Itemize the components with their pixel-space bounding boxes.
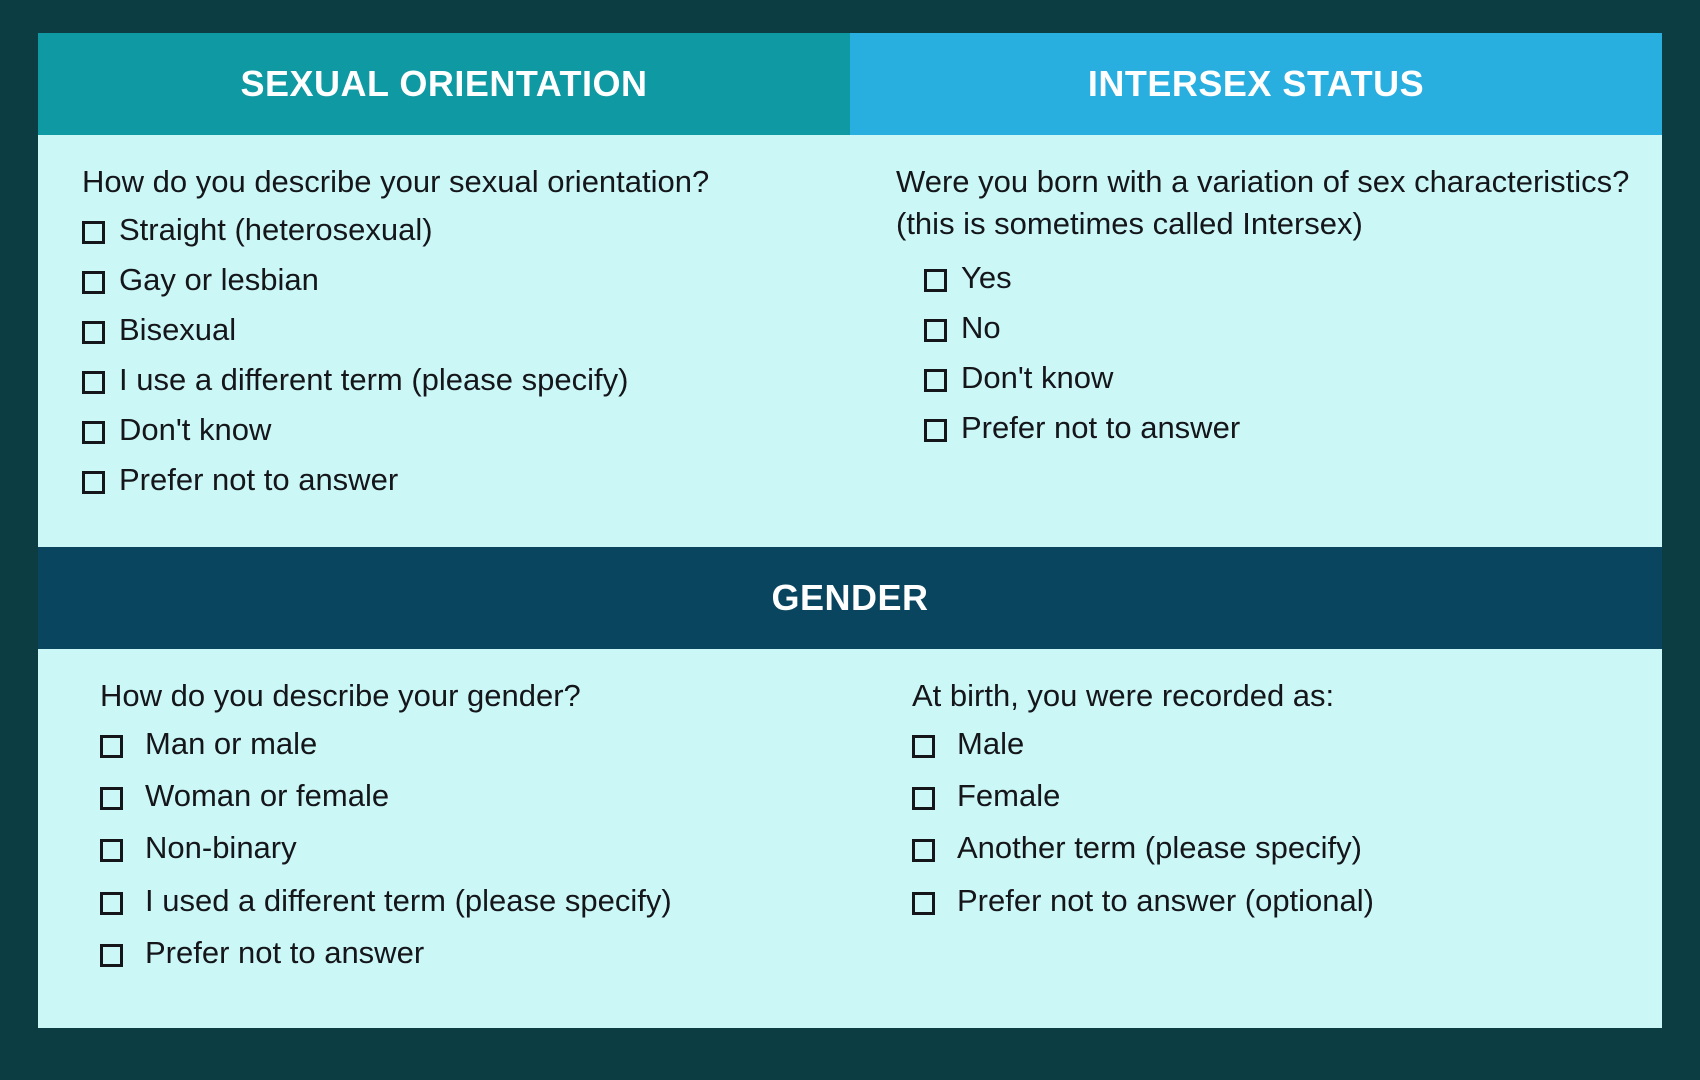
checkbox-icon[interactable] [100,944,123,967]
option-label: Female [957,778,1061,814]
option-label: Man or male [145,726,318,762]
list-item[interactable] [896,361,1632,395]
option-label: Male [957,726,1025,762]
birth-record-options [912,727,1642,917]
checkbox-icon[interactable] [924,369,947,392]
option-label: Non-binary [145,830,297,866]
intersex-status-header: INTERSEX STATUS [850,33,1662,135]
gender-panel [38,649,1662,1027]
intersex-status-panel [850,135,1662,547]
sexual-orientation-header: SEXUAL ORIENTATION [38,33,850,135]
list-item[interactable] [82,313,820,347]
option-label: Another term (please specify) [957,830,1362,866]
option-label: Gay or lesbian [119,261,319,297]
checkbox-icon[interactable] [100,839,123,862]
list-item[interactable] [82,413,820,447]
checkbox-icon[interactable] [82,221,105,244]
list-item[interactable] [100,831,830,865]
list-item[interactable] [896,261,1632,295]
checkbox-icon[interactable] [82,471,105,494]
intersex-status-section [850,33,1662,547]
sexual-orientation-options [82,213,820,498]
checkbox-icon[interactable] [924,269,947,292]
checkbox-icon[interactable] [82,321,105,344]
sex-recorded-at-birth-column [850,649,1662,1027]
gender-header: GENDER [38,547,1662,649]
option-label: Woman or female [145,778,390,814]
option-label: Prefer not to answer [119,462,399,498]
list-item[interactable] [82,463,820,497]
option-label: Prefer not to answer (optional) [957,882,1374,918]
checkbox-icon[interactable] [912,839,935,862]
list-item[interactable] [912,727,1642,761]
option-label: Don't know [961,359,1114,395]
checkbox-icon[interactable] [912,892,935,915]
list-item[interactable] [100,779,830,813]
gender-section [38,547,1662,1027]
list-item[interactable] [82,213,820,247]
option-label: Don't know [119,412,272,448]
list-item[interactable] [912,831,1642,865]
checkbox-icon[interactable] [912,735,935,758]
gender-identity-column [38,649,850,1027]
sexual-orientation-question: How do you describe your sexual orientation? [82,164,710,199]
list-item[interactable] [912,884,1642,918]
list-item[interactable] [82,263,820,297]
option-label: I use a different term (please specify) [119,362,629,398]
list-item[interactable] [896,311,1632,345]
list-item[interactable] [100,884,830,918]
list-item[interactable] [100,936,830,970]
option-label: Prefer not to answer [961,409,1241,445]
list-item[interactable] [896,411,1632,445]
checkbox-icon[interactable] [82,421,105,444]
option-label: Yes [961,259,1012,295]
intersex-status-question: Were you born with a variation of sex characteristics? (this is sometimes called Intersex) [896,164,1630,241]
option-label: No [961,309,1001,345]
gender-question: How do you describe your gender? [100,678,581,714]
checkbox-icon[interactable] [924,419,947,442]
option-label: Prefer not to answer [145,934,425,970]
checkbox-icon[interactable] [100,892,123,915]
list-item[interactable] [912,779,1642,813]
top-sections [38,33,1662,547]
checkbox-icon[interactable] [82,371,105,394]
intersex-status-options [896,261,1632,445]
option-label: Bisexual [119,312,237,348]
checkbox-icon[interactable] [82,271,105,294]
birth-record-question: At birth, you were recorded as: [912,678,1335,714]
checkbox-icon[interactable] [100,787,123,810]
list-item[interactable] [82,363,820,397]
option-label: I used a different term (please specify) [145,882,672,918]
checkbox-icon[interactable] [100,735,123,758]
checkbox-icon[interactable] [912,787,935,810]
sexual-orientation-panel [38,135,850,547]
option-label: Straight (heterosexual) [119,211,433,247]
gender-options [100,727,830,969]
list-item[interactable] [100,727,830,761]
checkbox-icon[interactable] [924,319,947,342]
sexual-orientation-section [38,33,850,547]
